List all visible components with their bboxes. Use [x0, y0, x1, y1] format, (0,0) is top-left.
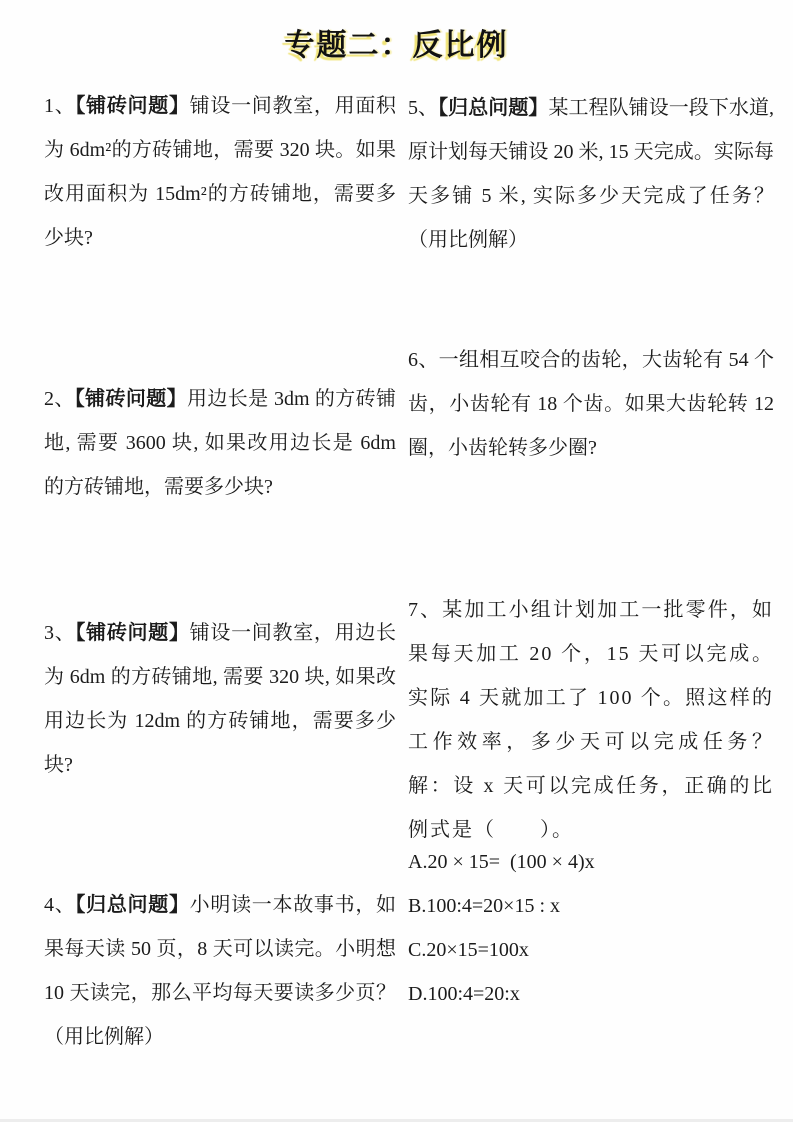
problem-tag: 【铺砖问题】	[74, 388, 188, 410]
problem-number: 4、	[44, 894, 76, 916]
problem-7	[408, 588, 774, 852]
problem-7-options	[408, 840, 778, 1016]
problem-1	[44, 84, 396, 260]
option-d: D.100:4=20:x	[408, 983, 520, 1005]
page-title: 专题二：反比例	[284, 29, 509, 62]
problem-number: 7、	[408, 599, 443, 621]
problem-number: 5、	[408, 97, 439, 119]
problem-1-text	[44, 84, 396, 260]
problem-7-text	[408, 588, 774, 852]
problem-body: 一组相互咬合的齿轮，大齿轮有 54 个齿，小齿轮有 18 个齿。如果大齿轮转 12 圈，小齿轮转多少圈?	[408, 349, 775, 459]
problem-3	[44, 611, 396, 787]
problem-body: 某加工小组计划加工一批零件，如果每天加工 20 个，15 天可以完成。实际 4 天就加工了 100 个。照这样的工作效率，多少天可以完成任务？解：设 x 天可以完成任务，正确的比例式是（ ）。	[408, 599, 774, 841]
problem-body: 铺设一间教室，用面积为 6dm²的方砖铺地，需要 320 块。如果改用面积为 15dm²的方砖铺地，需要多少块?	[44, 95, 397, 249]
problem-number: 3、	[44, 622, 76, 644]
problem-2	[44, 377, 396, 509]
problem-body: 铺设一间教室，用边长为 6dm 的方砖铺地, 需要 320 块, 如果改用边长为 12dm 的方砖铺地，需要多少块?	[44, 622, 397, 776]
problem-number: 6、	[408, 349, 439, 371]
problem-body: 小明读一本故事书，如果每天读 50 页，8 天可以读完。小明想 10 天读完，那么平均每天要读多少页？ （用比例解）	[44, 894, 397, 1048]
problem-4-text	[44, 883, 396, 1059]
option-b: B.100:4=20×15 : x	[408, 895, 561, 917]
problem-body: 某工程队铺设一段下水道, 原计划每天铺设 20 米, 15 天完成。实际每天多铺 5 米, 实际多少天完成了任务？ （用比例解）	[408, 97, 775, 251]
option-c: C.20×15=100x	[408, 939, 529, 961]
problem-body: 用边长是 3dm 的方砖铺地, 需要 3600 块, 如果改用边长是 6dm 的方砖铺地，需要多少块?	[44, 388, 397, 498]
problem-3-text	[44, 611, 396, 787]
problem-4	[44, 883, 396, 1059]
problem-number: 2、	[44, 388, 75, 410]
problem-5-text	[408, 86, 774, 262]
problem-tag: 【归总问题】	[438, 97, 549, 119]
problem-6-text	[408, 338, 774, 470]
option-a: A.20 × 15= (100 × 4)x	[408, 851, 595, 873]
problem-number: 1、	[44, 95, 76, 117]
problem-tag: 【铺砖问题】	[75, 95, 190, 117]
problem-tag: 【铺砖问题】	[75, 622, 190, 644]
problem-2-text	[44, 377, 396, 509]
problem-6	[408, 338, 774, 470]
problem-tag: 【归总问题】	[75, 894, 190, 916]
problem-5	[408, 86, 774, 262]
